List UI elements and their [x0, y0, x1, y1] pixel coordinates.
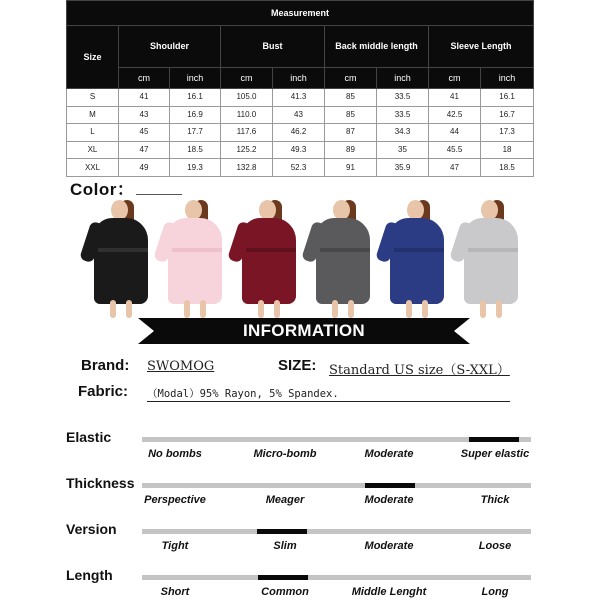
unit-header: cm [429, 68, 481, 89]
banner-title: INFORMATION [243, 321, 365, 340]
unit-header: inch [170, 68, 221, 89]
scale-option: Short [160, 586, 190, 598]
unit-header: cm [325, 68, 377, 89]
scale-option: Tight [161, 540, 189, 552]
measure-cell: 105.0 [221, 89, 273, 107]
figure-head [333, 200, 350, 220]
brand-value: SWOMOG [147, 359, 215, 374]
figure-leg1 [406, 300, 412, 318]
measure-cell: 16.1 [170, 89, 221, 107]
size-table [66, 0, 534, 177]
brand-label: Brand: [81, 357, 130, 374]
table-row [67, 141, 534, 159]
measure-cell: 35 [377, 141, 429, 159]
measure-cell: 46.2 [273, 124, 325, 142]
figure-leg2 [496, 300, 502, 318]
figure-head [259, 200, 276, 220]
measure-cell: 44 [429, 124, 481, 142]
measure-cell: 18.5 [481, 159, 534, 177]
measure-cell: 125.2 [221, 141, 273, 159]
scale-option: Long [481, 586, 509, 598]
fabric-underline [147, 401, 510, 402]
figure-leg2 [126, 300, 132, 318]
figure-leg1 [480, 300, 486, 318]
back-length-header: Back middle length [325, 26, 429, 68]
scale-track [142, 529, 531, 534]
figure-leg2 [422, 300, 428, 318]
figure-belt [246, 248, 296, 252]
pink-robe [154, 200, 230, 318]
scale-title: Thickness [66, 475, 135, 491]
measure-cell: 33.5 [377, 89, 429, 107]
measure-cell: 17.7 [170, 124, 221, 142]
measure-cell: 41 [429, 89, 481, 107]
size-value: Standard US size（S-XXL） [329, 363, 510, 378]
size-cell: XXL [67, 159, 119, 177]
measure-cell: 16.9 [170, 106, 221, 124]
measure-cell: 91 [325, 159, 377, 177]
figure-belt [394, 248, 444, 252]
figure-leg2 [274, 300, 280, 318]
scale-selected-marker [365, 483, 415, 488]
measure-cell: 17.3 [481, 124, 534, 142]
measure-cell: 16.1 [481, 89, 534, 107]
scale-option: Loose [478, 540, 512, 552]
color-figures [80, 200, 525, 318]
scale-selected-marker [469, 437, 519, 442]
scale-option: Micro-bomb [253, 448, 317, 460]
measure-cell: 52.3 [273, 159, 325, 177]
scale-title: Version [66, 521, 117, 537]
size-cell: M [67, 106, 119, 124]
measure-cell: 89 [325, 141, 377, 159]
fabric-label: Fabric: [78, 383, 129, 400]
figure-leg1 [258, 300, 264, 318]
measure-cell: 87 [325, 124, 377, 142]
figure-body [242, 218, 296, 304]
table-title: Measurement [67, 1, 534, 26]
measure-cell: 49.3 [273, 141, 325, 159]
table-row [67, 89, 534, 107]
unit-header: cm [221, 68, 273, 89]
figure-body [464, 218, 518, 304]
light-gray-robe [450, 200, 526, 318]
scale-track [142, 575, 531, 580]
figure-head [481, 200, 498, 220]
measure-cell: 33.5 [377, 106, 429, 124]
figure-belt [98, 248, 148, 252]
scale-option: Meager [265, 494, 305, 506]
scale-title: Elastic [66, 429, 112, 445]
fabric-value: （Modal）95% Rayon, 5% Spandex. [147, 388, 339, 400]
figure-head [407, 200, 424, 220]
scale-selected-marker [257, 529, 307, 534]
figure-belt [468, 248, 518, 252]
measure-cell: 42.5 [429, 106, 481, 124]
figure-body [316, 218, 370, 304]
figure-belt [172, 248, 222, 252]
measure-cell: 47 [119, 141, 170, 159]
color-title-underline [136, 194, 182, 195]
sleeve-length-header: Sleeve Length [429, 26, 534, 68]
figure-leg2 [348, 300, 354, 318]
black-robe [80, 200, 156, 318]
figure-body [390, 218, 444, 304]
measure-cell: 45 [119, 124, 170, 142]
measure-cell: 41.3 [273, 89, 325, 107]
size-label: SIZE: [278, 357, 317, 374]
measure-cell: 16.7 [481, 106, 534, 124]
unit-header: inch [273, 68, 325, 89]
measure-cell: 41 [119, 89, 170, 107]
measure-cell: 117.6 [221, 124, 273, 142]
size-cell: L [67, 124, 119, 142]
size-cell: S [67, 89, 119, 107]
scale-option: Thick [480, 494, 510, 506]
size-cell: XL [67, 141, 119, 159]
figure-leg1 [332, 300, 338, 318]
scale-option: Perspective [144, 494, 206, 506]
measure-cell: 85 [325, 89, 377, 107]
measure-cell: 49 [119, 159, 170, 177]
figure-belt [320, 248, 370, 252]
unit-header: inch [377, 68, 429, 89]
size-column-header: Size [67, 26, 119, 89]
measure-cell: 43 [273, 106, 325, 124]
dark-gray-robe [302, 200, 378, 318]
measure-cell: 132.8 [221, 159, 273, 177]
measure-cell: 45.5 [429, 141, 481, 159]
measure-cell: 43 [119, 106, 170, 124]
measure-cell: 19.3 [170, 159, 221, 177]
scale-option: Moderate [364, 494, 414, 506]
scale-option: Moderate [364, 448, 414, 460]
figure-body [168, 218, 222, 304]
measure-cell: 47 [429, 159, 481, 177]
measure-cell: 18 [481, 141, 534, 159]
bust-header: Bust [221, 26, 325, 68]
information-banner [138, 318, 470, 344]
table-row [67, 159, 534, 177]
scale-option: Middle Lenght [351, 586, 427, 598]
figure-leg1 [184, 300, 190, 318]
table-body [67, 89, 534, 177]
table-row [67, 106, 534, 124]
scale-selected-marker [258, 575, 308, 580]
unit-header: cm [119, 68, 170, 89]
scale-option: No bombs [148, 448, 202, 460]
scale-track [142, 483, 531, 488]
scale-option: Moderate [364, 540, 414, 552]
figure-head [185, 200, 202, 220]
scale-title: Length [66, 567, 113, 583]
measure-cell: 85 [325, 106, 377, 124]
scale-option: Super elastic [460, 448, 530, 460]
color-title: Color： [70, 180, 135, 199]
figure-leg2 [200, 300, 206, 318]
navy-blue-robe [376, 200, 452, 318]
unit-header: inch [481, 68, 534, 89]
shoulder-header: Shoulder [119, 26, 221, 68]
measure-cell: 110.0 [221, 106, 273, 124]
table-row [67, 124, 534, 142]
figure-leg1 [110, 300, 116, 318]
measure-cell: 18.5 [170, 141, 221, 159]
figure-head [111, 200, 128, 220]
measure-cell: 35.9 [377, 159, 429, 177]
wine-red-robe [228, 200, 304, 318]
scale-option: Common [261, 586, 309, 598]
figure-body [94, 218, 148, 304]
scale-option: Slim [273, 540, 297, 552]
measure-cell: 34.3 [377, 124, 429, 142]
